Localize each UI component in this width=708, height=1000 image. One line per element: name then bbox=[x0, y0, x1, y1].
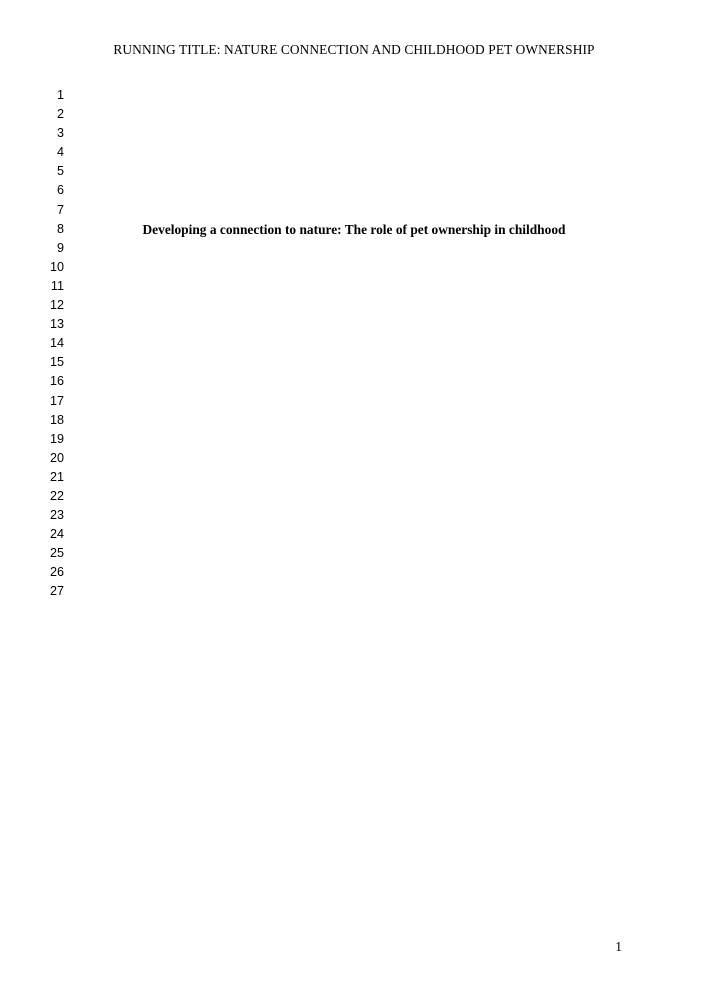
page-number: 1 bbox=[615, 939, 622, 954]
line-number: 22 bbox=[49, 488, 64, 503]
line-number: 24 bbox=[49, 527, 64, 542]
line-number: 18 bbox=[49, 412, 64, 427]
line-number: 26 bbox=[49, 565, 64, 580]
line-number: 19 bbox=[49, 431, 64, 446]
line-number: 17 bbox=[49, 393, 64, 408]
line-number: 13 bbox=[49, 317, 64, 332]
line-number: 23 bbox=[49, 508, 64, 523]
line-number: 10 bbox=[49, 259, 64, 274]
line-number: 12 bbox=[49, 298, 64, 313]
line-number: 1 bbox=[56, 88, 64, 102]
line-number: 7 bbox=[56, 202, 64, 217]
line-number: 15 bbox=[49, 355, 64, 370]
line-number: 16 bbox=[49, 374, 64, 389]
line-number: 2 bbox=[56, 107, 64, 122]
line-number: 25 bbox=[49, 546, 64, 561]
line-number: 3 bbox=[56, 126, 64, 141]
line-number: 9 bbox=[56, 240, 64, 255]
running-title: RUNNING TITLE: NATURE CONNECTION AND CHILDHOOD PET OWNERSHIP bbox=[113, 42, 595, 57]
line-number: 8 bbox=[56, 221, 64, 236]
paper-title: Developing a connection to nature: The role of pet ownership in childhood bbox=[142, 221, 566, 237]
line-number: 11 bbox=[50, 278, 64, 293]
line-number: 4 bbox=[56, 145, 64, 160]
line-number: 20 bbox=[49, 450, 64, 465]
line-number: 27 bbox=[49, 584, 64, 599]
line-number: 21 bbox=[49, 469, 64, 484]
line-numbers bbox=[30, 86, 64, 602]
line-number: 14 bbox=[49, 336, 64, 351]
line-number: 6 bbox=[56, 183, 64, 198]
line-number: 5 bbox=[56, 164, 64, 179]
